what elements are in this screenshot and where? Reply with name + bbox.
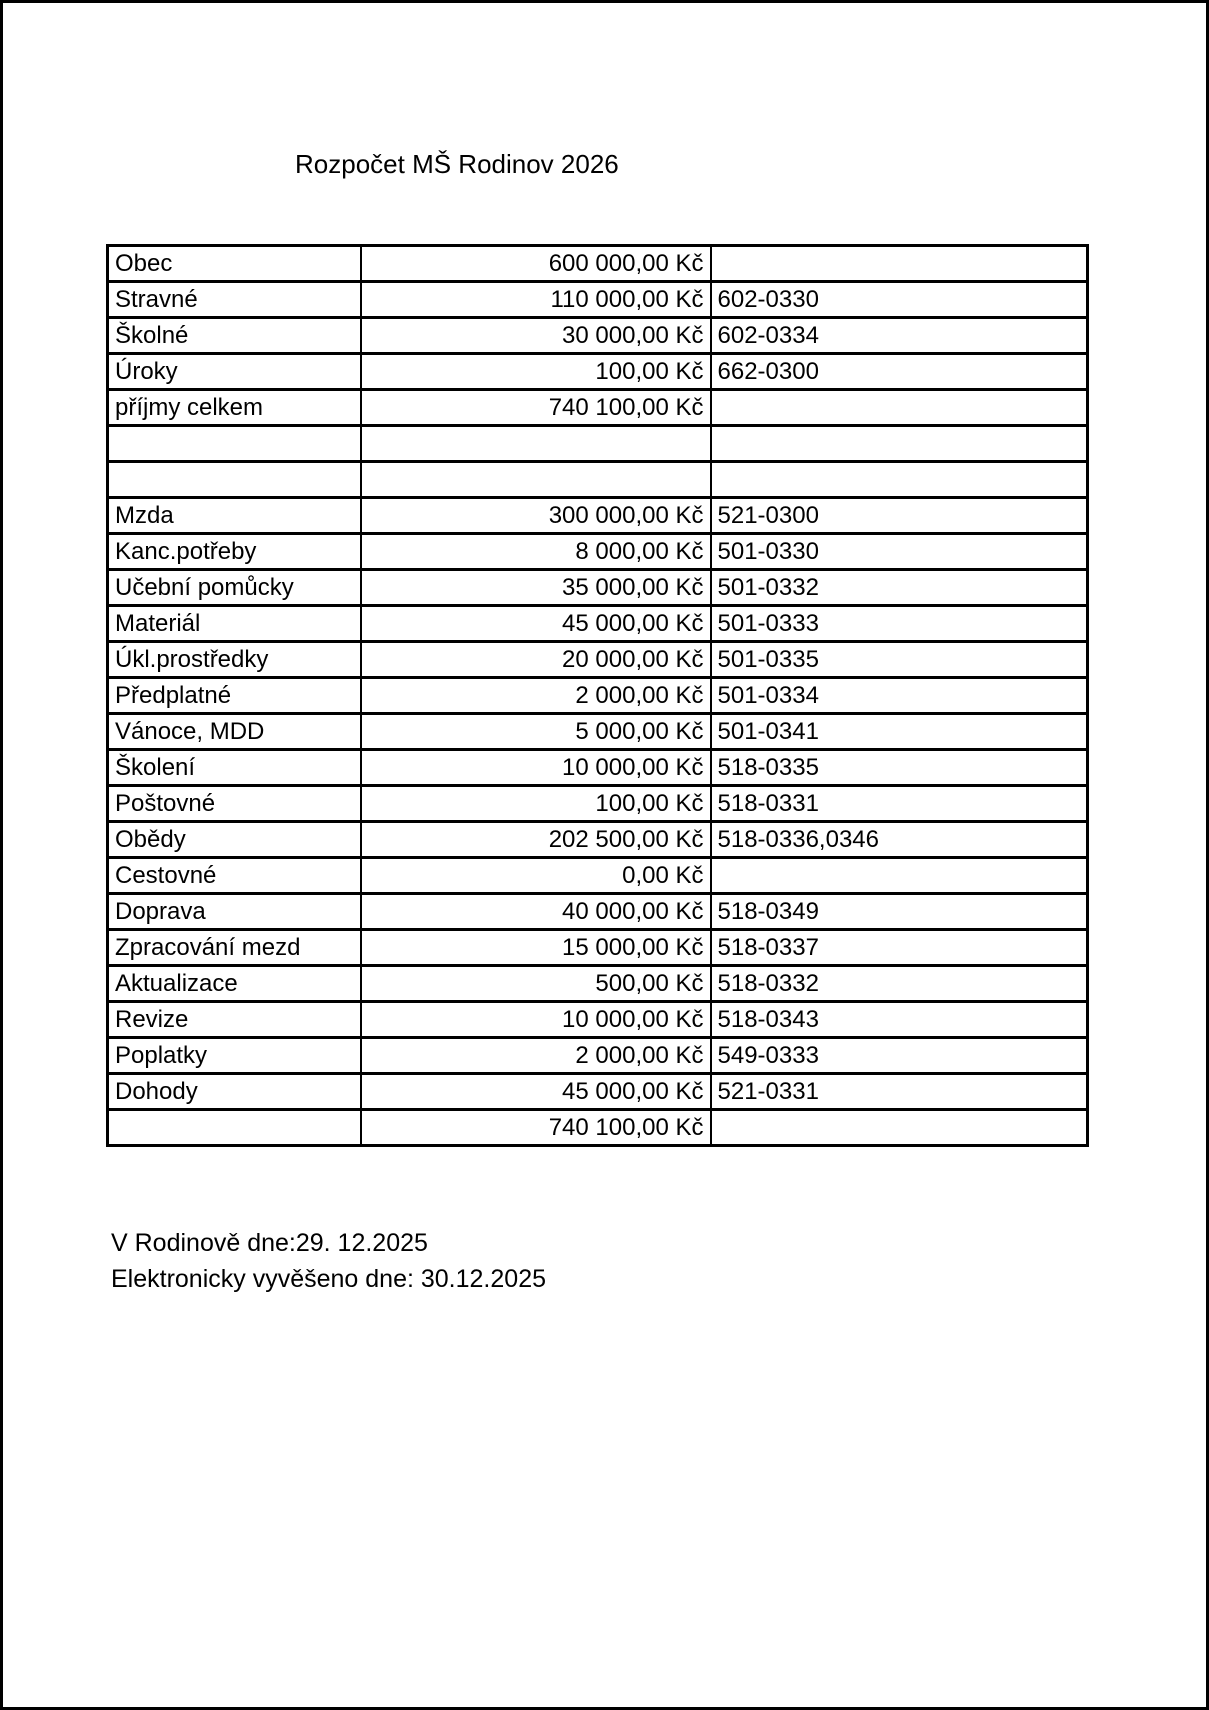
row-account-cell bbox=[711, 426, 1088, 462]
row-label-cell bbox=[108, 426, 361, 462]
table-row bbox=[108, 462, 1088, 498]
row-amount-cell: 100,00 Kč bbox=[361, 354, 711, 390]
table-row bbox=[108, 354, 1088, 390]
table-row bbox=[108, 642, 1088, 678]
table-row bbox=[108, 534, 1088, 570]
row-label-cell: Materiál bbox=[108, 606, 361, 642]
row-amount-cell: 15 000,00 Kč bbox=[361, 930, 711, 966]
row-account-cell: 518-0335 bbox=[711, 750, 1088, 786]
row-account-cell: 518-0337 bbox=[711, 930, 1088, 966]
row-amount-cell: 202 500,00 Kč bbox=[361, 822, 711, 858]
row-amount-cell bbox=[361, 462, 711, 498]
table-row bbox=[108, 930, 1088, 966]
budget-table bbox=[106, 244, 1089, 1147]
table-row bbox=[108, 282, 1088, 318]
row-label-cell: Dohody bbox=[108, 1074, 361, 1110]
row-account-cell: 602-0330 bbox=[711, 282, 1088, 318]
row-label-cell: Mzda bbox=[108, 498, 361, 534]
row-amount-cell: 2 000,00 Kč bbox=[361, 678, 711, 714]
row-amount-cell: 2 000,00 Kč bbox=[361, 1038, 711, 1074]
table-row bbox=[108, 822, 1088, 858]
table-row bbox=[108, 426, 1088, 462]
row-label-cell: Školné bbox=[108, 318, 361, 354]
row-amount-cell: 10 000,00 Kč bbox=[361, 1002, 711, 1038]
row-amount-cell: 10 000,00 Kč bbox=[361, 750, 711, 786]
row-account-cell: 662-0300 bbox=[711, 354, 1088, 390]
row-amount-cell: 45 000,00 Kč bbox=[361, 1074, 711, 1110]
document-title: Rozpočet MŠ Rodinov 2026 bbox=[295, 149, 619, 179]
row-label-cell: Úroky bbox=[108, 354, 361, 390]
table-row bbox=[108, 1002, 1088, 1038]
row-account-cell: 549-0333 bbox=[711, 1038, 1088, 1074]
row-account-cell: 518-0336,0346 bbox=[711, 822, 1088, 858]
row-label-cell: Předplatné bbox=[108, 678, 361, 714]
table-row bbox=[108, 750, 1088, 786]
table-row bbox=[108, 390, 1088, 426]
table-row bbox=[108, 1038, 1088, 1074]
row-account-cell: 521-0300 bbox=[711, 498, 1088, 534]
row-amount-cell bbox=[361, 426, 711, 462]
row-account-cell bbox=[711, 858, 1088, 894]
table-row bbox=[108, 1074, 1088, 1110]
row-account-cell bbox=[711, 246, 1088, 282]
row-account-cell: 518-0332 bbox=[711, 966, 1088, 1002]
row-account-cell: 518-0331 bbox=[711, 786, 1088, 822]
row-amount-cell: 100,00 Kč bbox=[361, 786, 711, 822]
row-label-cell: příjmy celkem bbox=[108, 390, 361, 426]
row-amount-cell: 30 000,00 Kč bbox=[361, 318, 711, 354]
row-amount-cell: 600 000,00 Kč bbox=[361, 246, 711, 282]
row-label-cell: Cestovné bbox=[108, 858, 361, 894]
row-label-cell: Zpracování mezd bbox=[108, 930, 361, 966]
row-account-cell: 501-0330 bbox=[711, 534, 1088, 570]
row-amount-cell: 110 000,00 Kč bbox=[361, 282, 711, 318]
row-amount-cell: 300 000,00 Kč bbox=[361, 498, 711, 534]
table-row bbox=[108, 246, 1088, 282]
row-account-cell bbox=[711, 462, 1088, 498]
row-label-cell: Úkl.prostředky bbox=[108, 642, 361, 678]
row-account-cell: 501-0334 bbox=[711, 678, 1088, 714]
row-label-cell: Školení bbox=[108, 750, 361, 786]
row-amount-cell: 8 000,00 Kč bbox=[361, 534, 711, 570]
row-amount-cell: 20 000,00 Kč bbox=[361, 642, 711, 678]
row-label-cell: Doprava bbox=[108, 894, 361, 930]
row-label-cell: Obědy bbox=[108, 822, 361, 858]
row-label-cell: Revize bbox=[108, 1002, 361, 1038]
row-label-cell bbox=[108, 462, 361, 498]
row-amount-cell: 35 000,00 Kč bbox=[361, 570, 711, 606]
table-row bbox=[108, 858, 1088, 894]
row-account-cell bbox=[711, 390, 1088, 426]
row-amount-cell: 0,00 Kč bbox=[361, 858, 711, 894]
row-label-cell bbox=[108, 1110, 361, 1146]
row-account-cell: 518-0343 bbox=[711, 1002, 1088, 1038]
table-row bbox=[108, 678, 1088, 714]
row-amount-cell: 45 000,00 Kč bbox=[361, 606, 711, 642]
row-label-cell: Poštovné bbox=[108, 786, 361, 822]
row-account-cell: 501-0335 bbox=[711, 642, 1088, 678]
table-row bbox=[108, 570, 1088, 606]
row-label-cell: Učební pomůcky bbox=[108, 570, 361, 606]
table-row bbox=[108, 966, 1088, 1002]
document-footer bbox=[111, 1225, 546, 1297]
table-row bbox=[108, 318, 1088, 354]
table-row bbox=[108, 894, 1088, 930]
row-amount-cell: 5 000,00 Kč bbox=[361, 714, 711, 750]
table-row bbox=[108, 714, 1088, 750]
row-account-cell: 521-0331 bbox=[711, 1074, 1088, 1110]
table-row bbox=[108, 786, 1088, 822]
row-account-cell: 501-0341 bbox=[711, 714, 1088, 750]
row-amount-cell: 740 100,00 Kč bbox=[361, 1110, 711, 1146]
row-label-cell: Kanc.potřeby bbox=[108, 534, 361, 570]
footer-published-line: Elektronicky vyvěšeno dne: 30.12.2025 bbox=[111, 1265, 546, 1293]
row-amount-cell: 500,00 Kč bbox=[361, 966, 711, 1002]
row-label-cell: Poplatky bbox=[108, 1038, 361, 1074]
table-row bbox=[108, 1110, 1088, 1146]
row-label-cell: Obec bbox=[108, 246, 361, 282]
table-row bbox=[108, 606, 1088, 642]
footer-date-line: V Rodinově dne:29. 12.2025 bbox=[111, 1229, 428, 1257]
table-row bbox=[108, 498, 1088, 534]
row-label-cell: Aktualizace bbox=[108, 966, 361, 1002]
row-account-cell: 602-0334 bbox=[711, 318, 1088, 354]
budget-table-body bbox=[108, 246, 1088, 1146]
row-label-cell: Stravné bbox=[108, 282, 361, 318]
row-account-cell bbox=[711, 1110, 1088, 1146]
row-amount-cell: 740 100,00 Kč bbox=[361, 390, 711, 426]
row-amount-cell: 40 000,00 Kč bbox=[361, 894, 711, 930]
row-account-cell: 518-0349 bbox=[711, 894, 1088, 930]
row-account-cell: 501-0332 bbox=[711, 570, 1088, 606]
row-label-cell: Vánoce, MDD bbox=[108, 714, 361, 750]
row-account-cell: 501-0333 bbox=[711, 606, 1088, 642]
